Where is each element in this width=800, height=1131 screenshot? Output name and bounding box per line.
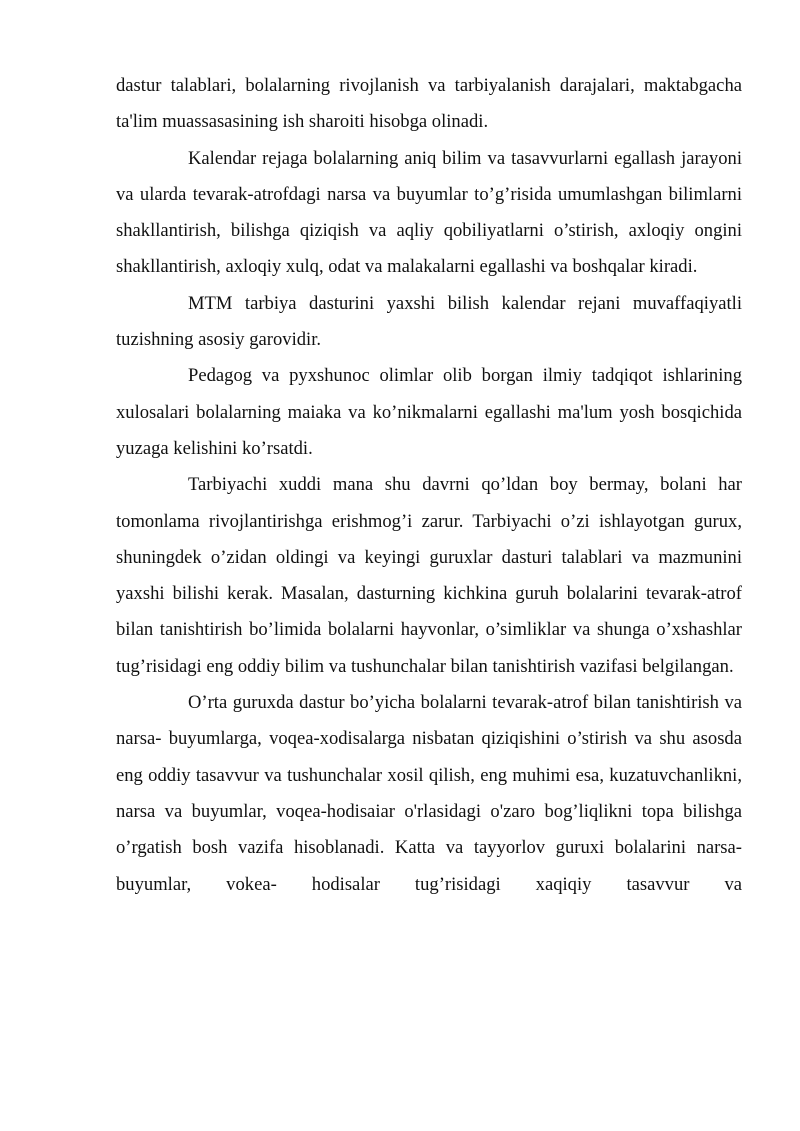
paragraph-2: Kalendar rejaga bolalarning aniq bilim va tasavvurlarni egallash jarayoni va ularda tevarak-atrofdagi narsa va buyumlar to’g’risida umumlashgan bilimlarni shakllantirish, bilishga qiziqish va aqliy qobiliyatlarni o’stirish, axloqiy ongini shakllantirish, axloqiy xulq, odat va malakalarni egallashi va boshqalar kiradi.: [116, 147, 742, 278]
document-page: [116, 68, 742, 903]
paragraph-5: Tarbiyachi xuddi mana shu davrni qo’ldan boy bermay, bolani har tomonlama rivojlantirishga erishmog’i zarur. Tarbiyachi o’zi ishlayotgan gurux, shuningdek o’zidan oldingi va keyingi guruxlar dasturi talablari va mazmunini yaxshi bilishi kerak. Masalan, dasturning kichkina guruh bolalarini tevarak-atrof bilan tanishtirish bo’limida bolalarni hayvonlar, o’simliklar va shunga o’xshashlar tug’risidagi eng oddiy bilim va tushunchalar bilan tanishtirish vazifasi belgilangan.: [116, 474, 742, 677]
paragraph-6: O’rta guruxda dastur bo’yicha bolalarni tevarak-atrof bilan tanishtirish va narsa- buyumlarga, voqea-xodisalarga nisbatan qiziqishini o’stirish va shu asosda eng oddiy tasavvur va tushunchalar xosil qilish, eng muhimi esa, kuzatuvchanlikni, narsa va buyumlar, voqea-hodisaiar o'rlasidagi o'zaro bog’liqlikni topa bilishga o’rgatish bosh vazifa hisoblanadi. Katta va tayyorlov guruxi bolalarini narsa-buyumlar, vokea- hodisalar tug’risidagi xaqiqiy tasavvur va: [116, 692, 742, 895]
paragraph-3: MTM tarbiya dasturini yaxshi bilish kalendar rejani muvaffaqiyatli tuzishning asosiy garovidir.: [116, 292, 742, 351]
paragraph-1: dastur talablari, bolalarning rivojlanish va tarbiyalanish darajalari, maktabgacha ta'lim muassasasining ish sharoiti hisobga olinadi.: [116, 75, 742, 133]
paragraph-4: Pedagog va pyxshunoc olimlar olib borgan ilmiy tadqiqot ishlarining xulosalari bolalarning maiaka va ko’nikmalarni egallashi ma'lum yosh bosqichida yuzaga kelishini ko’rsatdi.: [116, 365, 742, 459]
